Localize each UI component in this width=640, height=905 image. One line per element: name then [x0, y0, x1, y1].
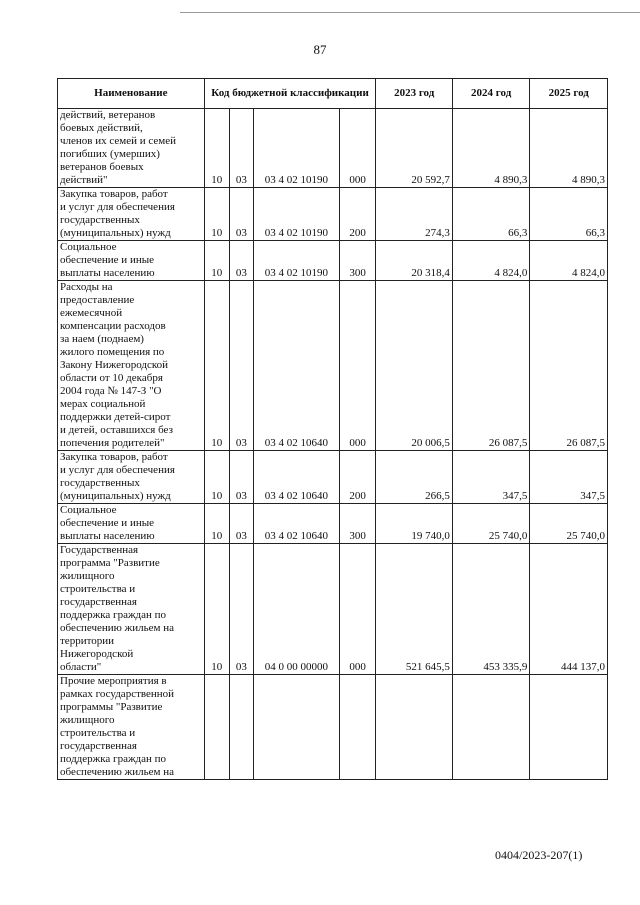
section-code-cell: 10: [204, 544, 229, 675]
amount-2025-cell: 26 087,5: [530, 281, 608, 451]
amount-2023-cell: 521 645,5: [376, 544, 452, 675]
amount-2025-cell: 25 740,0: [530, 504, 608, 544]
amount-2023-cell: [376, 675, 452, 780]
expense-type-cell: 200: [339, 451, 376, 504]
subsection-code-cell: 03: [229, 188, 253, 241]
row-name-cell: Прочие мероприятия в рамках государственной программы "Развитие жилищного строительства и государственная поддержка граждан по обеспечению жильем на: [58, 675, 205, 780]
table-row: [58, 281, 608, 451]
amount-2025-cell: 4 890,3: [530, 109, 608, 188]
target-article-cell: 03 4 02 10640: [253, 281, 339, 451]
subsection-code-cell: 03: [229, 109, 253, 188]
subsection-code-cell: 03: [229, 544, 253, 675]
document-code: 0404/2023-207(1): [495, 848, 583, 862]
table-body: [58, 109, 608, 780]
amount-2025-cell: 66,3: [530, 188, 608, 241]
amount-2023-cell: 20 592,7: [376, 109, 452, 188]
header-budget-code: Код бюджетной классификации: [204, 79, 376, 109]
target-article-cell: [253, 675, 339, 780]
section-code-cell: [204, 675, 229, 780]
amount-2023-cell: 20 318,4: [376, 241, 452, 281]
amount-2024-cell: 347,5: [452, 451, 530, 504]
amount-2023-cell: 266,5: [376, 451, 452, 504]
expense-type-cell: 000: [339, 281, 376, 451]
table-row: [58, 241, 608, 281]
section-code-cell: 10: [204, 451, 229, 504]
target-article-cell: 03 4 02 10190: [253, 188, 339, 241]
target-article-cell: 04 0 00 00000: [253, 544, 339, 675]
target-article-cell: 03 4 02 10640: [253, 451, 339, 504]
amount-2023-cell: 20 006,5: [376, 281, 452, 451]
amount-2024-cell: 4 890,3: [452, 109, 530, 188]
expense-type-cell: 300: [339, 504, 376, 544]
expense-type-cell: 200: [339, 188, 376, 241]
row-name-cell: действий, ветеранов боевых действий, членов их семей и семей погибших (умерших) ветеранов боевых действий": [58, 109, 205, 188]
row-name-cell: Социальное обеспечение и иные выплаты населению: [58, 504, 205, 544]
amount-2025-cell: [530, 675, 608, 780]
table-row: [58, 109, 608, 188]
subsection-code-cell: 03: [229, 504, 253, 544]
section-code-cell: 10: [204, 109, 229, 188]
row-name-cell: Социальное обеспечение и иные выплаты населению: [58, 241, 205, 281]
row-name-cell: Закупка товаров, работ и услуг для обеспечения государственных (муниципальных) нужд: [58, 451, 205, 504]
expense-type-cell: 300: [339, 241, 376, 281]
page-number: 87: [313, 42, 327, 57]
target-article-cell: 03 4 02 10640: [253, 504, 339, 544]
subsection-code-cell: 03: [229, 451, 253, 504]
row-name-cell: Расходы на предоставление ежемесячной компенсации расходов за наем (поднаем) жилого помещения по Закону Нижегородской области от 10 декабря 2004 года № 147-З "О мерах социальной поддержки детей-сирот и детей, оставшихся без попечения родителей": [58, 281, 205, 451]
amount-2025-cell: 347,5: [530, 451, 608, 504]
section-code-cell: 10: [204, 281, 229, 451]
table-row: [58, 675, 608, 780]
expense-type-cell: 000: [339, 544, 376, 675]
section-code-cell: 10: [204, 241, 229, 281]
header-2025: 2025 год: [530, 79, 608, 109]
header-2023: 2023 год: [376, 79, 452, 109]
amount-2024-cell: 66,3: [452, 188, 530, 241]
amount-2023-cell: 19 740,0: [376, 504, 452, 544]
expense-type-cell: 000: [339, 109, 376, 188]
header-name: Наименование: [58, 79, 205, 109]
target-article-cell: 03 4 02 10190: [253, 241, 339, 281]
amount-2024-cell: 25 740,0: [452, 504, 530, 544]
budget-table: [57, 78, 608, 780]
row-name-cell: Закупка товаров, работ и услуг для обеспечения государственных (муниципальных) нужд: [58, 188, 205, 241]
amount-2024-cell: 4 824,0: [452, 241, 530, 281]
table-row: [58, 188, 608, 241]
table-row: [58, 451, 608, 504]
section-code-cell: 10: [204, 188, 229, 241]
subsection-code-cell: 03: [229, 241, 253, 281]
amount-2024-cell: 26 087,5: [452, 281, 530, 451]
top-border-line: [180, 12, 640, 13]
expense-type-cell: [339, 675, 376, 780]
row-name-cell: Государственная программа "Развитие жилищного строительства и государственная поддержка граждан по обеспечению жильем на территории Нижегородской области": [58, 544, 205, 675]
amount-2023-cell: 274,3: [376, 188, 452, 241]
target-article-cell: 03 4 02 10190: [253, 109, 339, 188]
section-code-cell: 10: [204, 504, 229, 544]
subsection-code-cell: [229, 675, 253, 780]
subsection-code-cell: 03: [229, 281, 253, 451]
table-row: [58, 504, 608, 544]
amount-2024-cell: 453 335,9: [452, 544, 530, 675]
amount-2025-cell: 4 824,0: [530, 241, 608, 281]
header-2024: 2024 год: [452, 79, 530, 109]
amount-2024-cell: [452, 675, 530, 780]
table-row: [58, 544, 608, 675]
table-header-row: [58, 79, 608, 109]
amount-2025-cell: 444 137,0: [530, 544, 608, 675]
